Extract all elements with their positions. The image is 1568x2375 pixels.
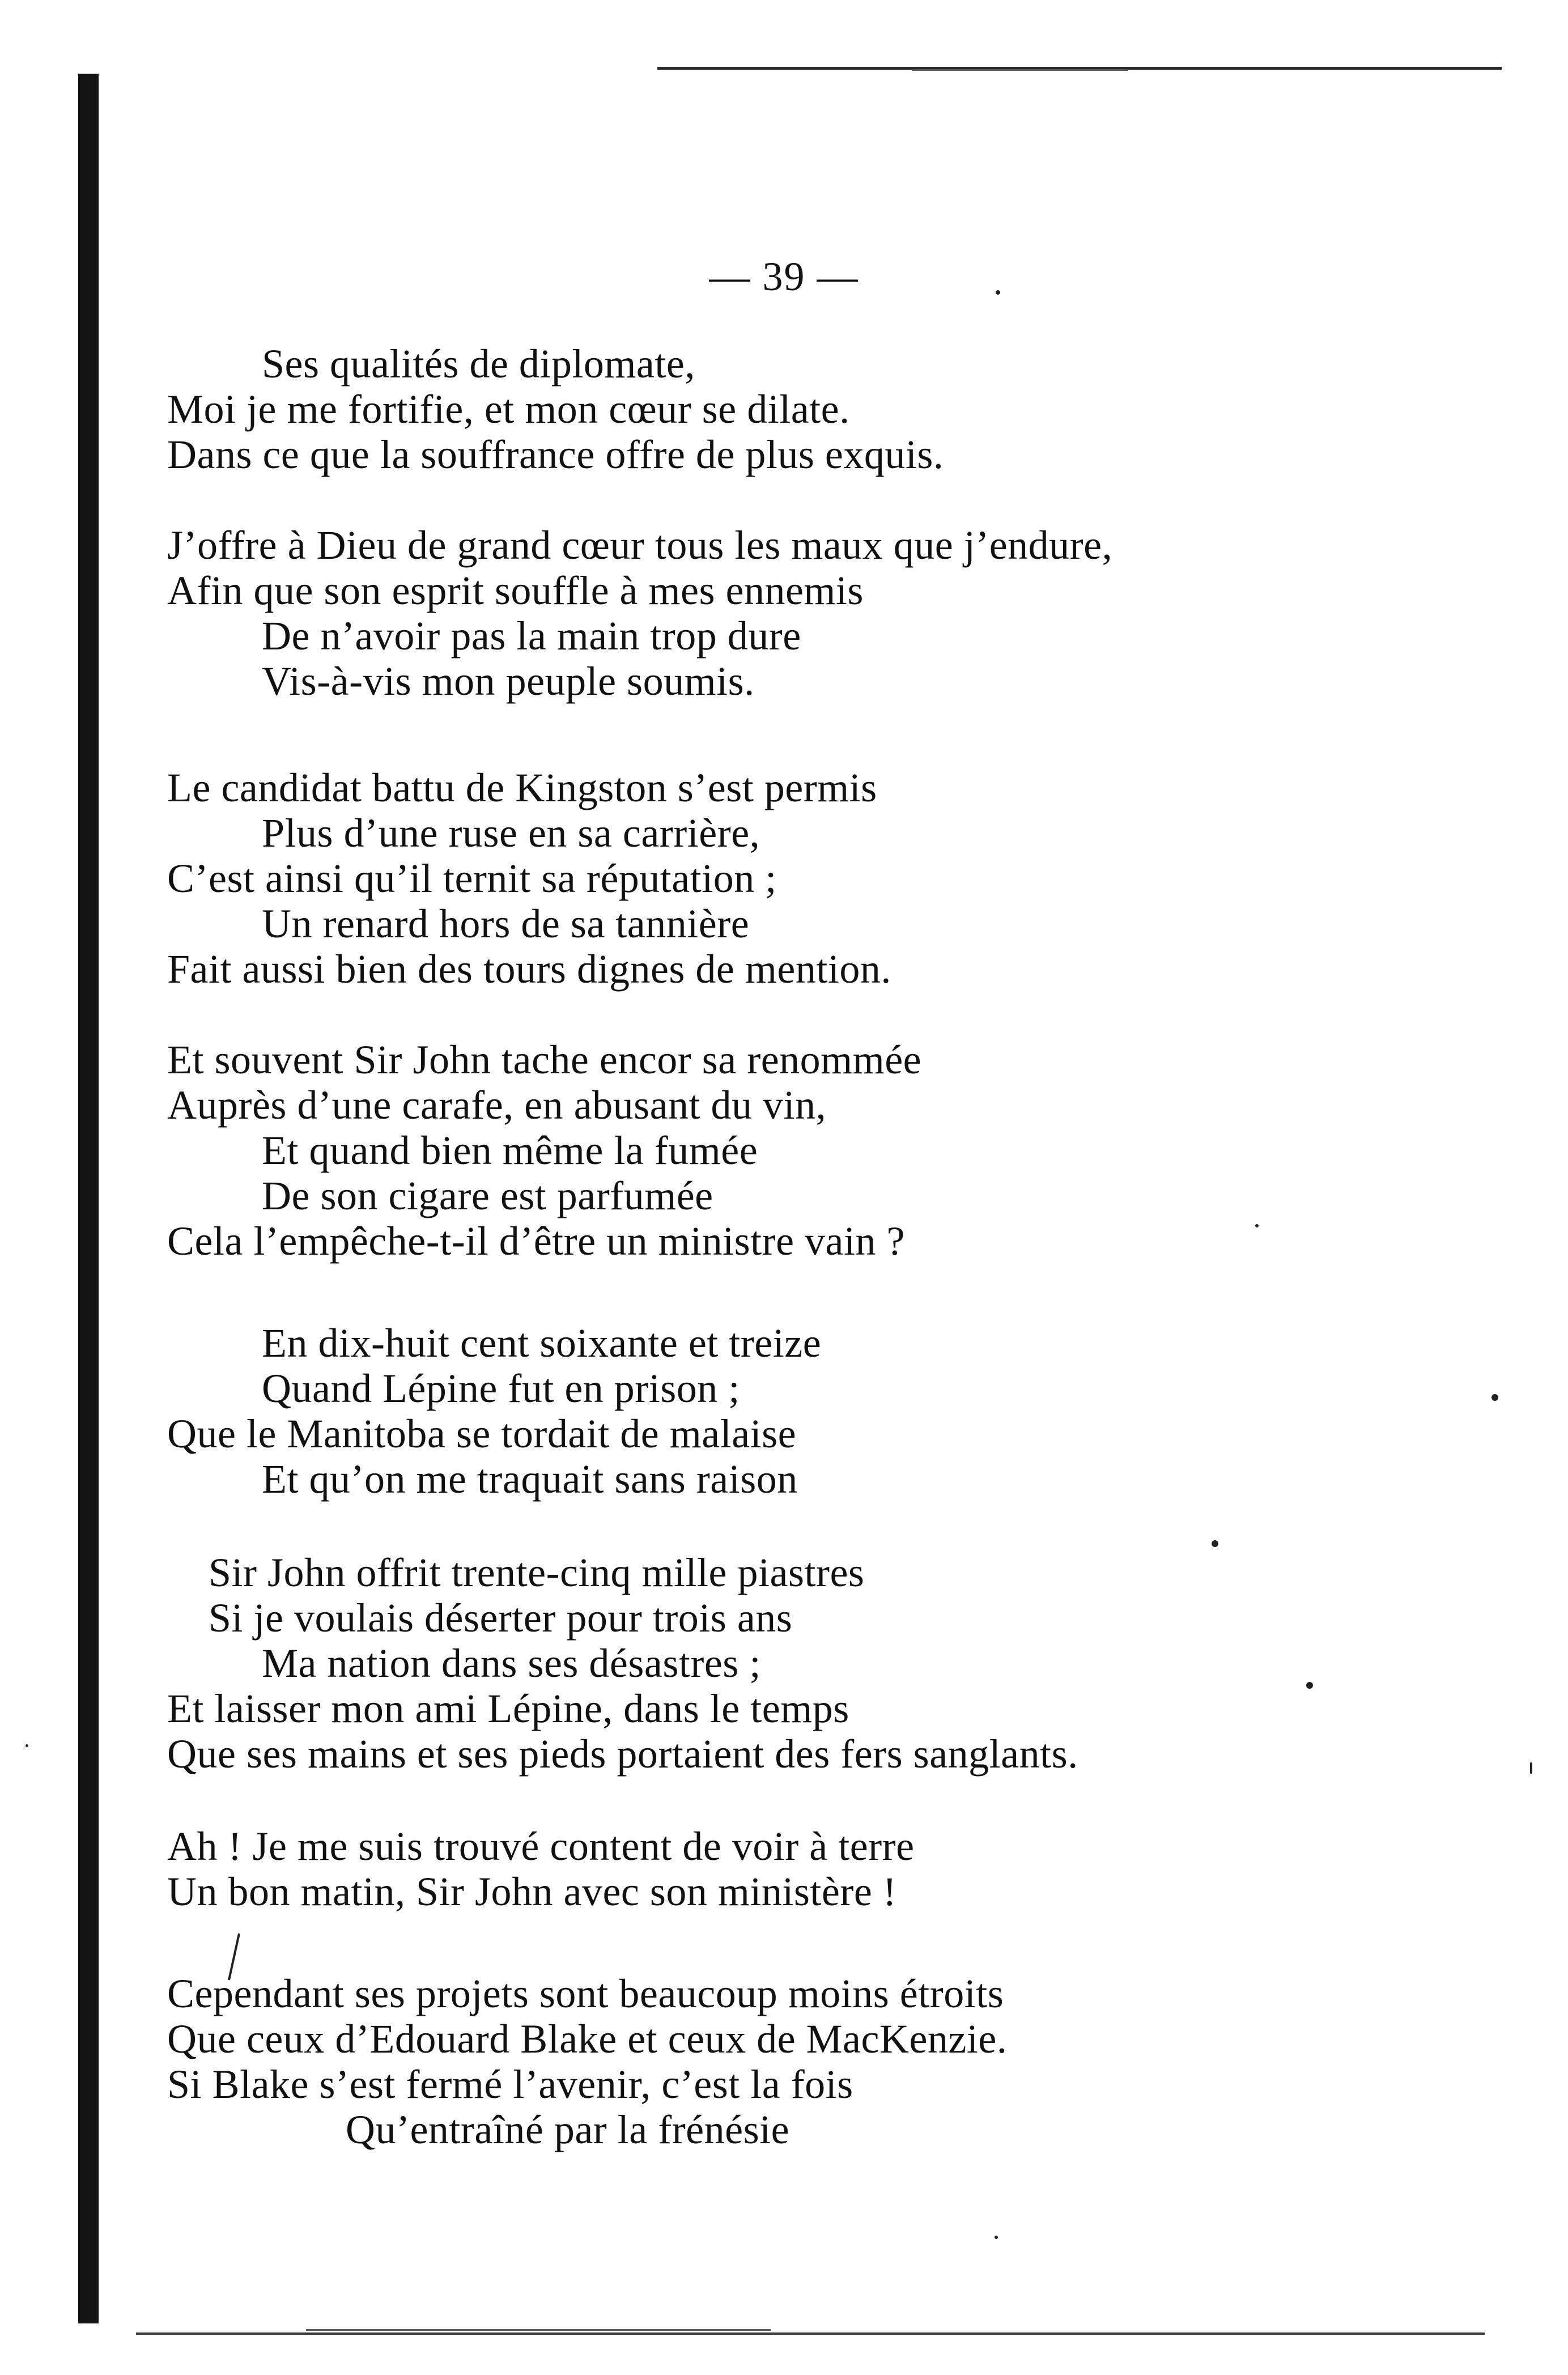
verse-line: Auprès d’une carafe, en abusant du vin, <box>167 1082 827 1128</box>
top-border-rule-overlay <box>912 69 1128 71</box>
bottom-border-rule <box>136 2332 1485 2335</box>
verse-line: Quand Lépine fut en prison ; <box>262 1366 740 1411</box>
bottom-border-rule-overlay <box>306 2329 771 2331</box>
page-number: — 39 — <box>709 254 859 299</box>
verse-line: Que ses mains et ses pieds portaient des fers sanglants. <box>167 1731 1078 1777</box>
verse-line: De son cigare est parfumée <box>262 1173 713 1218</box>
verse-line: Qu’entraîné par la frénésie <box>346 2107 790 2152</box>
verse-line: Si Blake s’est fermé l’avenir, c’est la fois <box>167 2062 853 2107</box>
print-speck <box>1255 1224 1259 1227</box>
verse-line: Le candidat battu de Kingston s’est permis <box>167 765 877 810</box>
verse-line: Fait aussi bien des tours dignes de mention. <box>167 946 891 992</box>
verse-line: Et souvent Sir John tache encor sa renommée <box>167 1037 922 1082</box>
print-speck <box>1212 1540 1218 1547</box>
print-speck <box>1491 1394 1498 1401</box>
verse-line: Ah ! Je me suis trouvé content de voir à terre <box>167 1824 915 1869</box>
verse-line: Et laisser mon ami Lépine, dans le temps <box>167 1686 849 1731</box>
verse-line: Ses qualités de diplomate, <box>262 341 695 386</box>
binding-edge <box>78 74 99 2323</box>
verse-line: De n’avoir pas la main trop dure <box>262 613 801 658</box>
verse-line: Ma nation dans ses désastres ; <box>262 1641 761 1686</box>
verse-line: Sir John offrit trente-cinq mille piastres <box>209 1550 865 1595</box>
print-speck <box>1530 1762 1532 1774</box>
verse-line: Plus d’une ruse en sa carrière, <box>262 810 760 856</box>
verse-line: Dans ce que la souffrance offre de plus exquis. <box>167 432 944 477</box>
verse-line: C’est ainsi qu’il ternit sa réputation ; <box>167 856 777 901</box>
verse-line: J’offre à Dieu de grand cœur tous les maux que j’endure, <box>167 522 1113 568</box>
verse-line: Que ceux d’Edouard Blake et ceux de MacKenzie. <box>167 2016 1008 2062</box>
verse-line: Que le Manitoba se tordait de malaise <box>167 1411 797 1456</box>
verse-line: Un renard hors de sa tannière <box>262 901 750 946</box>
verse-line: Afin que son esprit souffle à mes ennemis <box>167 568 864 613</box>
verse-line: Un bon matin, Sir John avec son ministère ! <box>167 1869 897 1914</box>
verse-line: Cependant ses projets sont beaucoup moins étroits <box>167 1971 1004 2016</box>
verse-line: Moi je me fortifie, et mon cœur se dilate. <box>167 386 850 432</box>
print-speck <box>26 1744 28 1747</box>
verse-line: Si je voulais déserter pour trois ans <box>209 1595 793 1641</box>
verse-line: Vis-à-vis mon peuple soumis. <box>262 658 755 704</box>
verse-line: Cela l’empêche-t-il d’être un ministre vain ? <box>167 1218 905 1264</box>
print-speck <box>995 2236 998 2239</box>
verse-line: En dix-huit cent soixante et treize <box>262 1320 822 1366</box>
print-speck <box>1306 1682 1313 1689</box>
verse-line: Et quand bien même la fumée <box>262 1128 758 1173</box>
verse-line: Et qu’on me traquait sans raison <box>262 1456 798 1502</box>
